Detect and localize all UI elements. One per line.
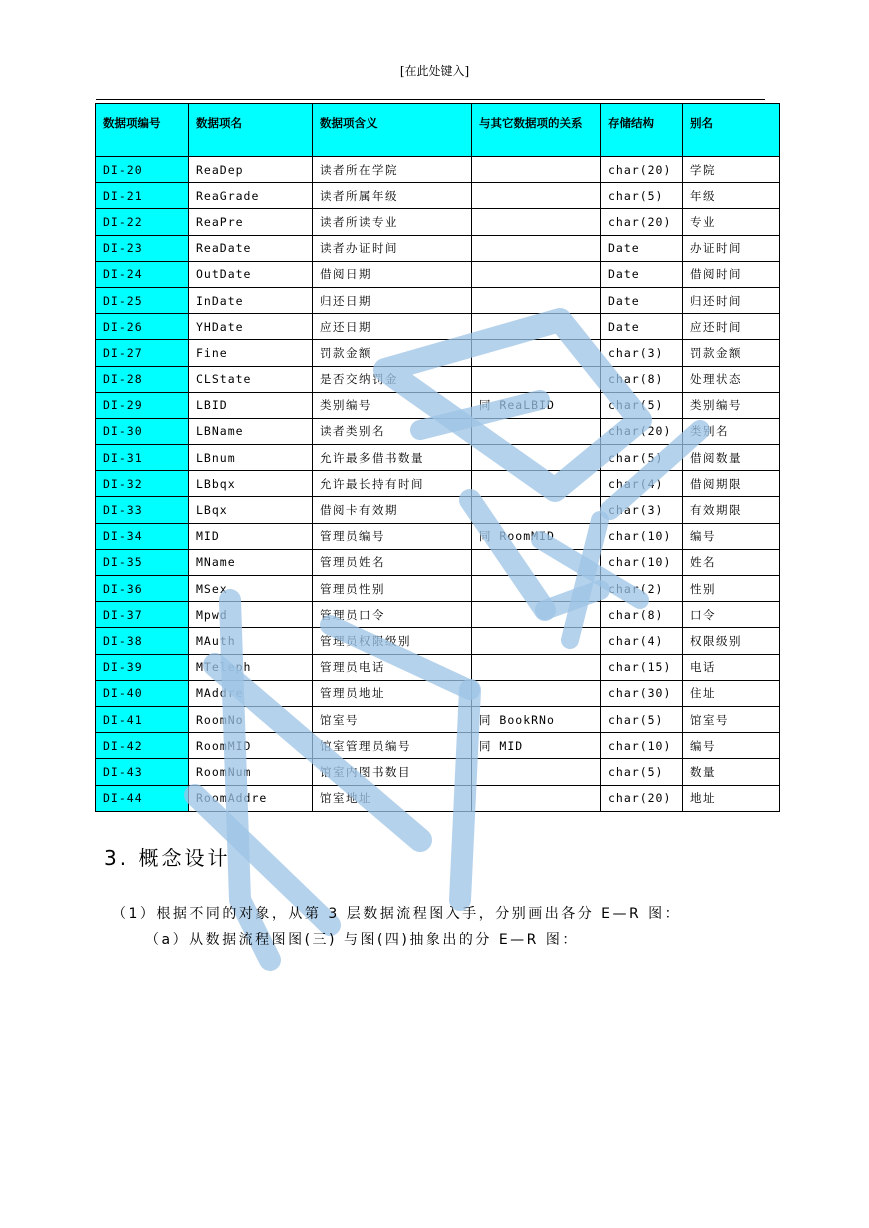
table-cell (472, 497, 601, 523)
table-cell: 归还日期 (313, 287, 472, 313)
table-cell: char(5) (601, 706, 683, 732)
paragraph-er-intro: （1）根据不同的对象，从第 3 层数据流程图入手，分别画出各分 E—R 图： (112, 906, 682, 922)
table-cell: MID (189, 523, 313, 549)
table-cell (472, 209, 601, 235)
table-cell: char(5) (601, 759, 683, 785)
table-cell: DI-34 (96, 523, 189, 549)
table-cell: char(20) (601, 785, 683, 811)
table-cell (472, 576, 601, 602)
section-title: 3. 概念设计 (104, 846, 231, 870)
table-cell: ReaDate (189, 235, 313, 261)
table-row (96, 523, 780, 549)
table-cell: char(20) (601, 157, 683, 183)
table-cell: char(20) (601, 418, 683, 444)
table-cell: 管理员地址 (313, 680, 472, 706)
table-cell: 性别 (683, 576, 780, 602)
table-cell: DI-29 (96, 392, 189, 418)
table-cell: DI-28 (96, 366, 189, 392)
table-cell: 管理员编号 (313, 523, 472, 549)
table-cell: DI-39 (96, 654, 189, 680)
table-cell: char(4) (601, 471, 683, 497)
table-cell: DI-36 (96, 576, 189, 602)
table-cell: DI-23 (96, 235, 189, 261)
table-cell: Date (601, 314, 683, 340)
table-cell: 数量 (683, 759, 780, 785)
table-cell: 应还时间 (683, 314, 780, 340)
table-cell: 罚款金额 (313, 340, 472, 366)
table-cell: 有效期限 (683, 497, 780, 523)
table-cell (472, 287, 601, 313)
table-cell: 管理员权限级别 (313, 628, 472, 654)
table-cell: 同 MID (472, 733, 601, 759)
table-cell: 借阅期限 (683, 471, 780, 497)
table-cell: MName (189, 549, 313, 575)
table-cell: 同 BookRNo (472, 706, 601, 732)
table-row (96, 733, 780, 759)
table-cell: char(10) (601, 523, 683, 549)
table-row (96, 759, 780, 785)
table-cell: DI-40 (96, 680, 189, 706)
table-cell: char(8) (601, 366, 683, 392)
header-divider (96, 99, 765, 100)
table-cell: MAuth (189, 628, 313, 654)
table-cell: CLState (189, 366, 313, 392)
table-cell: char(3) (601, 340, 683, 366)
header-cell: 别名 (683, 104, 780, 157)
table-cell: ReaPre (189, 209, 313, 235)
table-cell: 姓名 (683, 549, 780, 575)
table-cell (472, 366, 601, 392)
table-cell: Date (601, 235, 683, 261)
table-cell: 读者所在学院 (313, 157, 472, 183)
table-cell: Date (601, 287, 683, 313)
table-cell: MSex (189, 576, 313, 602)
table-cell: 读者类别名 (313, 418, 472, 444)
table-cell (472, 340, 601, 366)
table-cell: 馆室号 (313, 706, 472, 732)
paragraph-er-sub-a: （a）从数据流程图图(三) 与图(四)抽象出的分 E—R 图： (145, 932, 579, 948)
table-cell: MAddre (189, 680, 313, 706)
table-cell: DI-33 (96, 497, 189, 523)
table-cell: RoomNo (189, 706, 313, 732)
table-cell: 管理员电话 (313, 654, 472, 680)
table-cell: DI-30 (96, 418, 189, 444)
table-cell: 归还时间 (683, 287, 780, 313)
table-row (96, 340, 780, 366)
table-cell (472, 471, 601, 497)
table-cell: LBID (189, 392, 313, 418)
table-cell: 类别名 (683, 418, 780, 444)
table-cell: 允许最多借书数量 (313, 445, 472, 471)
table-cell: DI-27 (96, 340, 189, 366)
table-row (96, 183, 780, 209)
table-cell: 编号 (683, 733, 780, 759)
table-cell: 住址 (683, 680, 780, 706)
table-cell: DI-25 (96, 287, 189, 313)
table-cell: DI-22 (96, 209, 189, 235)
table-cell: 管理员口令 (313, 602, 472, 628)
table-row (96, 157, 780, 183)
table-cell: DI-42 (96, 733, 189, 759)
table-cell: char(10) (601, 733, 683, 759)
table-row (96, 366, 780, 392)
table-cell: 口令 (683, 602, 780, 628)
table-cell: RoomNum (189, 759, 313, 785)
table-cell: 专业 (683, 209, 780, 235)
table-cell: 读者所读专业 (313, 209, 472, 235)
table-cell (472, 157, 601, 183)
table-cell: LBnum (189, 445, 313, 471)
table-cell: OutDate (189, 261, 313, 287)
table-cell: DI-26 (96, 314, 189, 340)
header-cell: 数据项编号 (96, 104, 189, 157)
table-cell (472, 628, 601, 654)
header-cell: 数据项名 (189, 104, 313, 157)
table-row (96, 785, 780, 811)
table-cell: char(30) (601, 680, 683, 706)
table-cell: 馆室号 (683, 706, 780, 732)
table-cell: 年级 (683, 183, 780, 209)
table-cell: 管理员姓名 (313, 549, 472, 575)
table-cell: DI-37 (96, 602, 189, 628)
table-row (96, 209, 780, 235)
table-cell: 管理员性别 (313, 576, 472, 602)
data-dictionary-table (95, 103, 780, 812)
table-cell (472, 418, 601, 444)
table-row (96, 392, 780, 418)
table-cell (472, 602, 601, 628)
table-row (96, 654, 780, 680)
table-cell: 读者办证时间 (313, 235, 472, 261)
table-cell: MTeleph (189, 654, 313, 680)
table-cell: Mpwd (189, 602, 313, 628)
table-cell: 类别编号 (313, 392, 472, 418)
table-cell (472, 680, 601, 706)
table-cell (472, 785, 601, 811)
table-cell: 罚款金额 (683, 340, 780, 366)
table-row (96, 706, 780, 732)
table-cell: DI-43 (96, 759, 189, 785)
table-row (96, 314, 780, 340)
table-cell: ReaGrade (189, 183, 313, 209)
table-row (96, 261, 780, 287)
table-cell: InDate (189, 287, 313, 313)
table-cell (472, 314, 601, 340)
table-row (96, 549, 780, 575)
table-cell: 处理状态 (683, 366, 780, 392)
table-cell: char(8) (601, 602, 683, 628)
table-cell: char(15) (601, 654, 683, 680)
table-cell: 借阅卡有效期 (313, 497, 472, 523)
table-cell: DI-31 (96, 445, 189, 471)
table-cell: char(4) (601, 628, 683, 654)
table-cell: DI-32 (96, 471, 189, 497)
table-body (96, 157, 780, 812)
table-cell: LBName (189, 418, 313, 444)
table-cell: DI-20 (96, 157, 189, 183)
table-cell: LBqx (189, 497, 313, 523)
table-cell: 馆室内图书数目 (313, 759, 472, 785)
header-cell: 存储结构 (601, 104, 683, 157)
page-header: [在此处键入] (399, 64, 470, 78)
table-cell: 馆室管理员编号 (313, 733, 472, 759)
table-cell: char(20) (601, 209, 683, 235)
table-cell: DI-35 (96, 549, 189, 575)
table-row (96, 445, 780, 471)
table-cell: 类别编号 (683, 392, 780, 418)
table-cell: LBbqx (189, 471, 313, 497)
table-cell: 同 ReaLBID (472, 392, 601, 418)
table-cell: 是否交纳罚金 (313, 366, 472, 392)
table-cell: YHDate (189, 314, 313, 340)
table-cell (472, 261, 601, 287)
table-row (96, 602, 780, 628)
table-cell: 学院 (683, 157, 780, 183)
table-row (96, 287, 780, 313)
table-cell (472, 445, 601, 471)
header-cell: 与其它数据项的关系 (472, 104, 601, 157)
table-cell: 应还日期 (313, 314, 472, 340)
table-cell (472, 549, 601, 575)
table-cell: RoomMID (189, 733, 313, 759)
table-cell: char(5) (601, 445, 683, 471)
header-cell: 数据项含义 (313, 104, 472, 157)
table-cell: 借阅数量 (683, 445, 780, 471)
table-cell: DI-38 (96, 628, 189, 654)
table-cell: 权限级别 (683, 628, 780, 654)
table-cell: DI-41 (96, 706, 189, 732)
table-cell: 允许最长持有时间 (313, 471, 472, 497)
table-cell: 借阅日期 (313, 261, 472, 287)
table-cell: ReaDep (189, 157, 313, 183)
table-cell: Date (601, 261, 683, 287)
table-cell: 读者所属年级 (313, 183, 472, 209)
table-cell (472, 183, 601, 209)
table-row (96, 418, 780, 444)
table-cell: char(5) (601, 183, 683, 209)
table-cell: char(5) (601, 392, 683, 418)
table-cell: 编号 (683, 523, 780, 549)
table-cell: 借阅时间 (683, 261, 780, 287)
table-cell (472, 759, 601, 785)
table-cell: RoomAddre (189, 785, 313, 811)
table-cell: 馆室地址 (313, 785, 472, 811)
table-cell: DI-24 (96, 261, 189, 287)
table-cell: 电话 (683, 654, 780, 680)
table-cell: Fine (189, 340, 313, 366)
table-cell: char(2) (601, 576, 683, 602)
table-row (96, 471, 780, 497)
table-cell: 办证时间 (683, 235, 780, 261)
table-row (96, 576, 780, 602)
table-cell (472, 235, 601, 261)
table-row (96, 680, 780, 706)
table-cell: 地址 (683, 785, 780, 811)
table-row (96, 628, 780, 654)
table-cell: char(10) (601, 549, 683, 575)
table-cell: char(3) (601, 497, 683, 523)
table-row (96, 497, 780, 523)
table-cell: 同 RoomMID (472, 523, 601, 549)
table-row (96, 235, 780, 261)
table-cell: DI-44 (96, 785, 189, 811)
table-cell (472, 654, 601, 680)
table-cell: DI-21 (96, 183, 189, 209)
table-header-row (96, 104, 780, 157)
